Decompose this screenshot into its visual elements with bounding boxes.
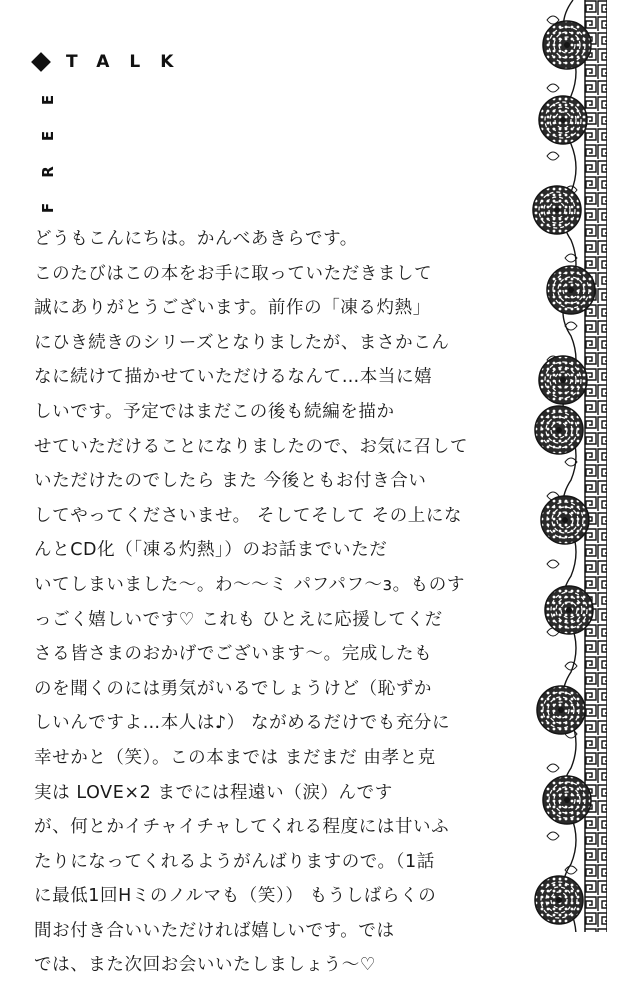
rose-icon — [545, 586, 593, 634]
rose-icon — [543, 21, 591, 69]
body-line: しいんですよ…本人は♪） ながめるだけでも充分に — [34, 713, 451, 734]
rose-icon — [547, 266, 595, 314]
title-talk-row — [34, 52, 193, 72]
body-line: にひき続きのシリーズとなりましたが、まさかこん — [34, 332, 450, 353]
rose-icon — [535, 406, 583, 454]
title-free-vertical — [38, 82, 58, 226]
body-line: しいです。予定ではまだこの後も続編を描か — [34, 401, 395, 422]
body-line: が、何とかイチャイチャしてくれる程度には甘いふ — [34, 817, 450, 838]
ornamental-border — [485, 0, 625, 932]
rose-icon — [537, 686, 585, 734]
body-line: せていただけることになりましたので、お気に召して — [34, 436, 469, 457]
rose-icon — [539, 96, 587, 144]
body-line: 誠にありがとうございます。前作の「凍る灼熱」 — [34, 298, 431, 319]
rose-icon — [543, 776, 591, 824]
body-line: このたびはこの本をお手に取っていただきまして — [34, 263, 433, 284]
body-line: なに続けて描かせていただけるなんて…本当に嬉 — [34, 367, 433, 388]
rose-icon — [541, 496, 589, 544]
body-text — [34, 222, 504, 983]
leaf-icon — [547, 560, 559, 568]
leaf-icon — [547, 152, 559, 160]
body-line: いてしまいました～。わ～～ミ パフパフ～з。ものす — [34, 574, 465, 595]
body-line: では、また次回お会いいたしましょう～♡ — [34, 955, 377, 976]
body-line: 間お付き合いいただければ嬉しいです。では — [34, 920, 395, 941]
title-free-letter: R — [39, 166, 57, 178]
body-line: 実は LOVE×2 までには程遠い（涙）んです — [34, 782, 393, 803]
title-free-letter: E — [39, 130, 57, 142]
leaf-icon — [547, 84, 559, 92]
body-line: っごく嬉しいです♡ これも ひとえに応援してくだ — [34, 609, 443, 630]
rose-icon — [535, 876, 583, 924]
title-free-letter: F — [39, 202, 57, 214]
body-line: んとCD化（「凍る灼熱」）のお話までいただ — [34, 540, 388, 561]
leaf-icon — [565, 662, 577, 670]
rose-icon — [539, 356, 587, 404]
body-line: のを聞くのには勇気がいるでしょうけど（恥ずか — [34, 678, 433, 699]
body-line: さる皆さまのおかげでございます～。完成したも — [34, 644, 433, 665]
leaf-icon — [547, 764, 559, 772]
body-line: どうもこんにちは。かんべあきらです。 — [34, 229, 358, 249]
body-line: 幸せかと（笑）。この本までは まだまだ 由孝と克 — [34, 747, 436, 768]
body-line: してやってくださいませ。 そしてそして その上にな — [34, 505, 463, 526]
body-line: に最低1回Hミのノルマも（笑）） もうしばらくの — [34, 886, 437, 907]
title-talk: TALK — [66, 52, 194, 72]
body-line: いただけたのでしたら また 今後ともお付き合い — [34, 471, 427, 492]
rose-icon — [533, 186, 581, 234]
body-line: たりになってくれるようがんばりますので。（1話 — [34, 851, 435, 872]
leaf-icon — [547, 832, 559, 840]
title-free-letter: E — [39, 94, 57, 106]
diamond-icon — [31, 52, 51, 72]
